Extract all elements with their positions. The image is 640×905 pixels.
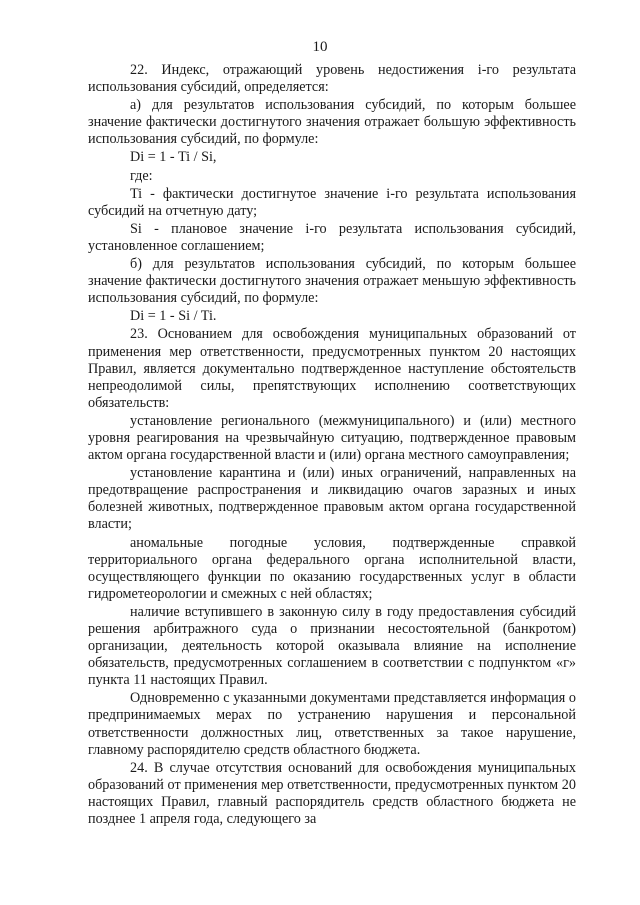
document-body [88,62,576,829]
circumstance-emergency: установление регионального (межмуниципального) и (или) местного уровня реагирования на чрезвычайную ситуацию, подтвержденное правовым актом органа государственной власти и (или) органа местного самоуправления; [88,412,576,464]
formula-1: Di = 1 - Ti / Si, [130,149,217,166]
formula-2: Di = 1 - Si / Ti. [130,308,217,325]
paragraph-simultaneously: Одновременно с указанными документами представляется информация о предпринимаемых мерах по устранению нарушения и персональной ответственности должностных лиц, ответственных за такое нарушение, главному распорядителю средств областного бюджета. [88,690,576,758]
paragraph-22a: а) для результатов использования субсидий, по которым большее значение фактически достигнутого значения отражает большую эффективность использования субсидий, по формуле: [88,97,576,148]
circumstance-weather: аномальные погодные условия, подтвержденные справкой территориального органа федерального органа исполнительной власти, осуществляющего функции по оказанию государственных услуг в области гидрометеорологии и смежных с ней областях; [88,534,576,602]
paragraph-22b: б) для результатов использования субсидий, по которым большее значение фактически достигнутого значения отражает меньшую эффективность использования субсидий, по формуле: [88,256,576,307]
circumstance-bankruptcy: наличие вступившего в законную силу в году предоставления субсидий решения арбитражного суда о признании несостоятельной (банкротом) организации, деятельность которой оказывала влияние на исполнение обязательств, предусмотренных соглашением в соответствии с подпунктом «г» пункта 11 настоящих Правил. [88,603,576,689]
paragraph-24: 24. В случае отсутствия оснований для освобождения муниципальных образований от применения мер ответственности, предусмотренных пунктом 20 настоящих Правил, главный распорядитель средств областного бюджета не позднее 1 апреля года, следующего за [88,759,576,828]
paragraph-22: 22. Индекс, отражающий уровень недостижения i-го результата использования субсидий, определяется: [88,62,576,96]
paragraph-23: 23. Основанием для освобождения муниципальных образований от применения мер ответственности, предусмотренных пунктом 20 настоящих Правил, является документально подтвержденное наступление обстоятельств непреодолимой силы, препятствующих исполнению соответствующих обязательств: [88,326,576,411]
ti-definition: Ti - фактически достигнутое значение i-го результата использования субсидий на отчетную дату; [88,185,576,219]
circumstance-quarantine: установление карантина и (или) иных ограничений, направленных на предотвращение распространения и ликвидацию очагов заразных и иных болезней животных, подтвержденное правовым актом органа государственной власти; [88,465,576,533]
page-number: 10 [312,39,328,55]
where-label: где: [130,167,153,184]
si-definition: Si - плановое значение i-го результата использования субсидий, установленное соглашением; [88,220,576,254]
